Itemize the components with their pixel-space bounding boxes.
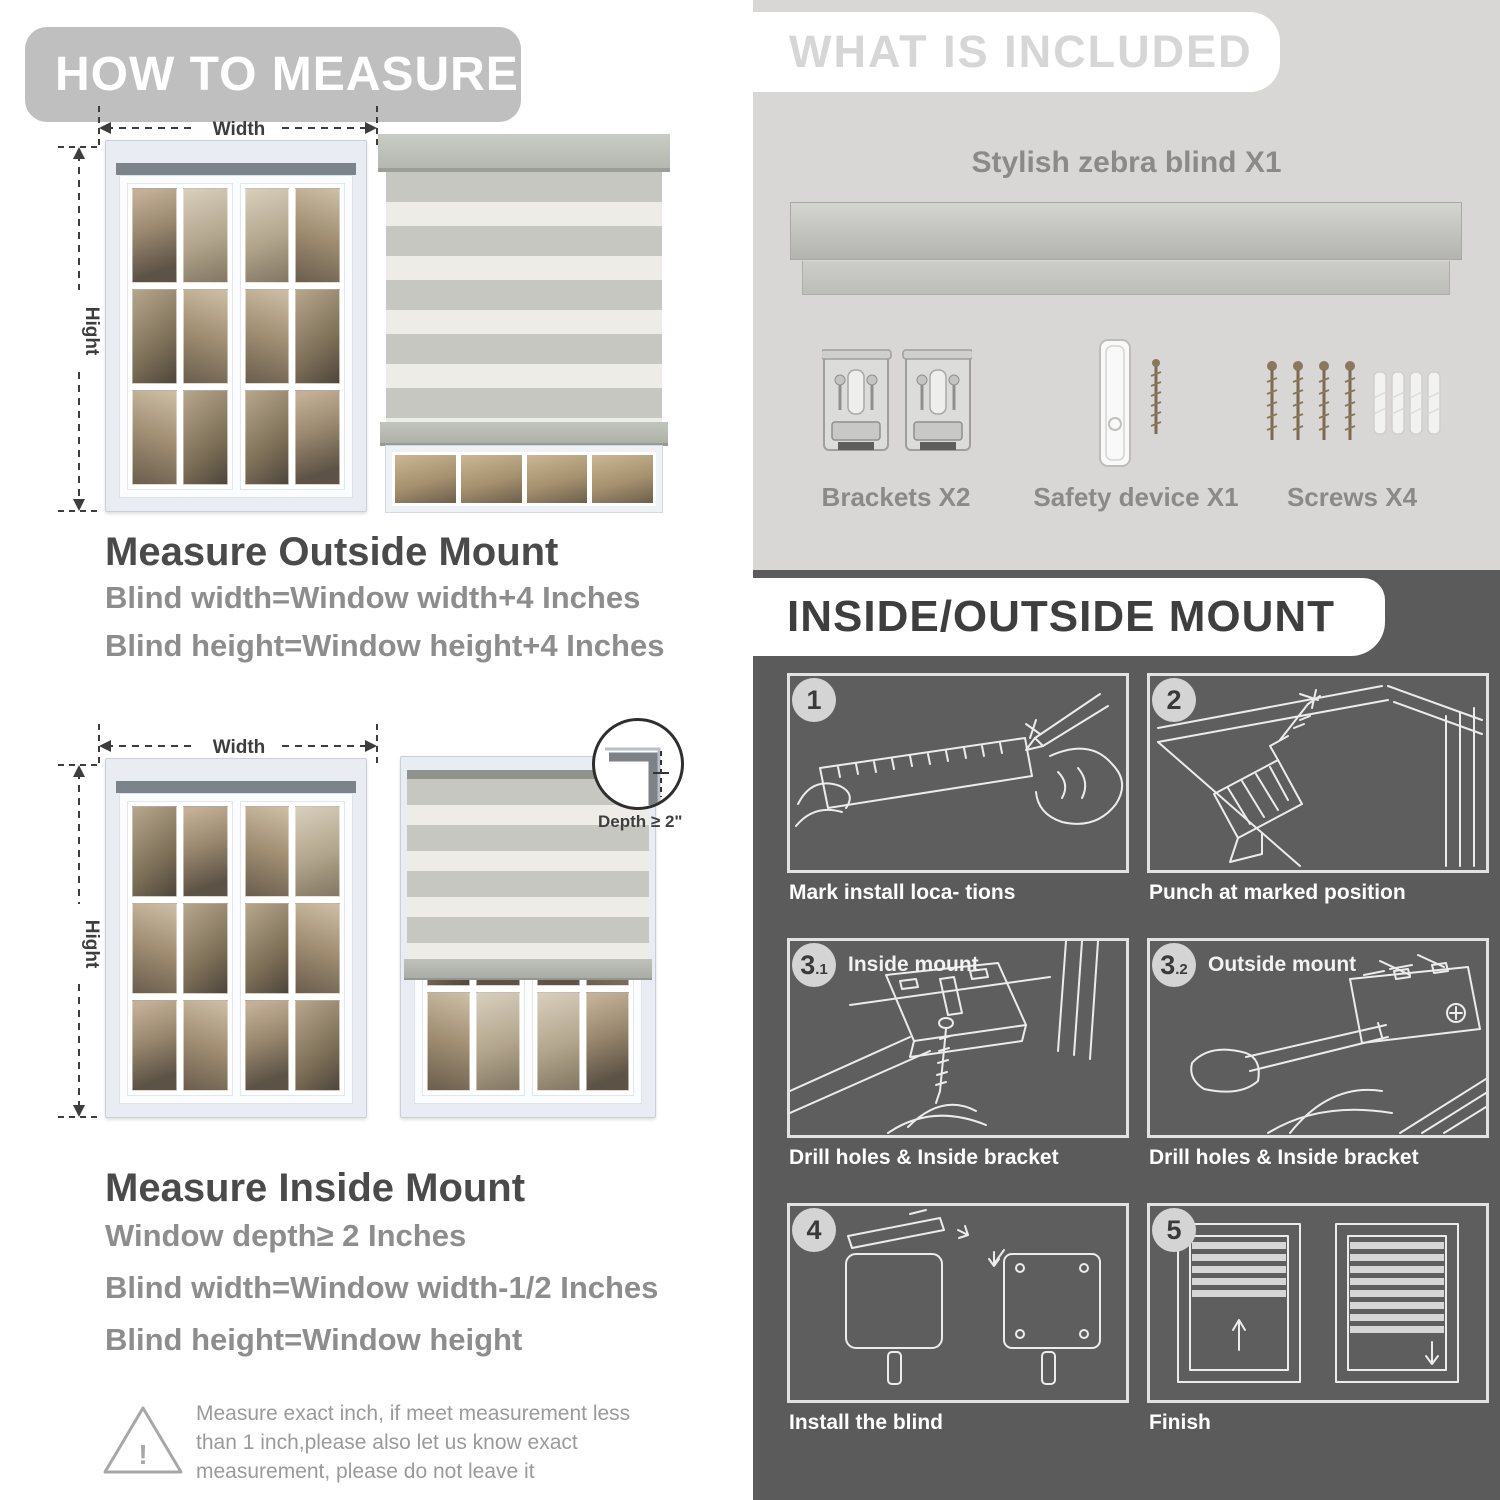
height-measure-arrow [56, 140, 102, 518]
window-with-inside-blind [400, 756, 656, 1118]
step-panel-4 [787, 1203, 1129, 1403]
window-sash [127, 801, 233, 1096]
step-number-badge: 1 [792, 678, 836, 722]
inside-mount-title: Measure Inside Mount [105, 1166, 526, 1210]
blind-fabric [386, 172, 662, 422]
zebra-blind-quantity-label: Stylish zebra blind X1 [971, 146, 1282, 179]
outside-mount-title: Measure Outside Mount [105, 530, 559, 574]
what-is-included-banner: WHAT IS INCLUDED [753, 12, 1280, 92]
mounting-bracket-icon [822, 348, 972, 460]
step-panel-2 [1147, 673, 1489, 873]
width-label: Width [212, 119, 266, 140]
window-illustration-inside [105, 758, 367, 1118]
how-to-measure-banner: HOW TO MEASURE [25, 27, 521, 122]
blind-cassette [378, 134, 670, 172]
blind-bottom-rail [404, 959, 652, 980]
brackets-label: Brackets X2 [821, 482, 971, 512]
depth-detail-circle [592, 718, 684, 810]
step-number-badge: 3.1 [792, 943, 836, 987]
depth-requirement-label: Depth ≥ 2" [598, 812, 683, 831]
blind-fabric [407, 779, 649, 959]
zebra-blind-headrail-valance [802, 261, 1450, 295]
screws-label: Screws X4 [1286, 482, 1418, 512]
safety-device-label: Safety device X1 [1033, 482, 1239, 512]
outside-mount-formula-width: Blind width=Window width+4 Inches [105, 580, 641, 615]
warning-exclamation: ! [138, 1439, 148, 1470]
window-below-blind [386, 446, 662, 512]
step-caption-4: Install the blind [789, 1411, 944, 1434]
inside-mount-formula-depth: Window depth≥ 2 Inches [105, 1218, 467, 1253]
step-title-outside-mount: Outside mount [1208, 953, 1357, 976]
step-caption-5: Finish [1149, 1411, 1211, 1434]
safety-device-icon [1092, 338, 1182, 474]
window-top-rail [116, 163, 356, 175]
step-number-badge: 2 [1152, 678, 1196, 722]
window-illustration-outside [105, 140, 367, 512]
zebra-blind-outside-illustration [378, 134, 670, 512]
step-panel-3-2 [1147, 938, 1489, 1138]
step-caption-1: Mark install loca- tions [789, 881, 1016, 904]
step-number-badge: 5 [1152, 1208, 1196, 1252]
outside-mount-formula-height: Blind height=Window height+4 Inches [105, 628, 665, 663]
step-caption-3-2: Drill holes & Inside bracket [1149, 1146, 1419, 1169]
window-sash [127, 183, 233, 490]
height-measure-arrow [56, 758, 102, 1124]
warning-triangle-icon [100, 1400, 186, 1482]
height-label: Hight [81, 919, 102, 969]
step-panel-3-1 [787, 938, 1129, 1138]
step-caption-2: Punch at marked position [1149, 881, 1406, 904]
blind-bottom-rail [380, 422, 668, 446]
window-top-rail [116, 781, 356, 793]
step-number-badge: 4 [792, 1208, 836, 1252]
screws-anchors-icon [1262, 358, 1452, 458]
width-label: Width [212, 737, 266, 758]
window-sash [240, 183, 346, 490]
inside-outside-mount-banner: INSIDE/OUTSIDE MOUNT [753, 578, 1385, 656]
inside-mount-formula-width: Blind width=Window width-1/2 Inches [105, 1270, 659, 1305]
zebra-blind-headrail-image [790, 202, 1462, 260]
inside-mount-formula-height: Blind height=Window height [105, 1322, 523, 1357]
window-sash [240, 801, 346, 1096]
step-panel-5 [1147, 1203, 1489, 1403]
warning-text: Measure exact inch, if meet measurement less than 1 inch,please also let us know exact measurement, please do not leave it [196, 1402, 631, 1483]
step-title-inside-mount: Inside mount [848, 953, 979, 976]
step-panel-1 [787, 673, 1129, 873]
step-caption-3-1: Drill holes & Inside bracket [789, 1146, 1059, 1169]
step-number-badge: 3.2 [1152, 943, 1196, 987]
height-label: Hight [81, 306, 102, 356]
